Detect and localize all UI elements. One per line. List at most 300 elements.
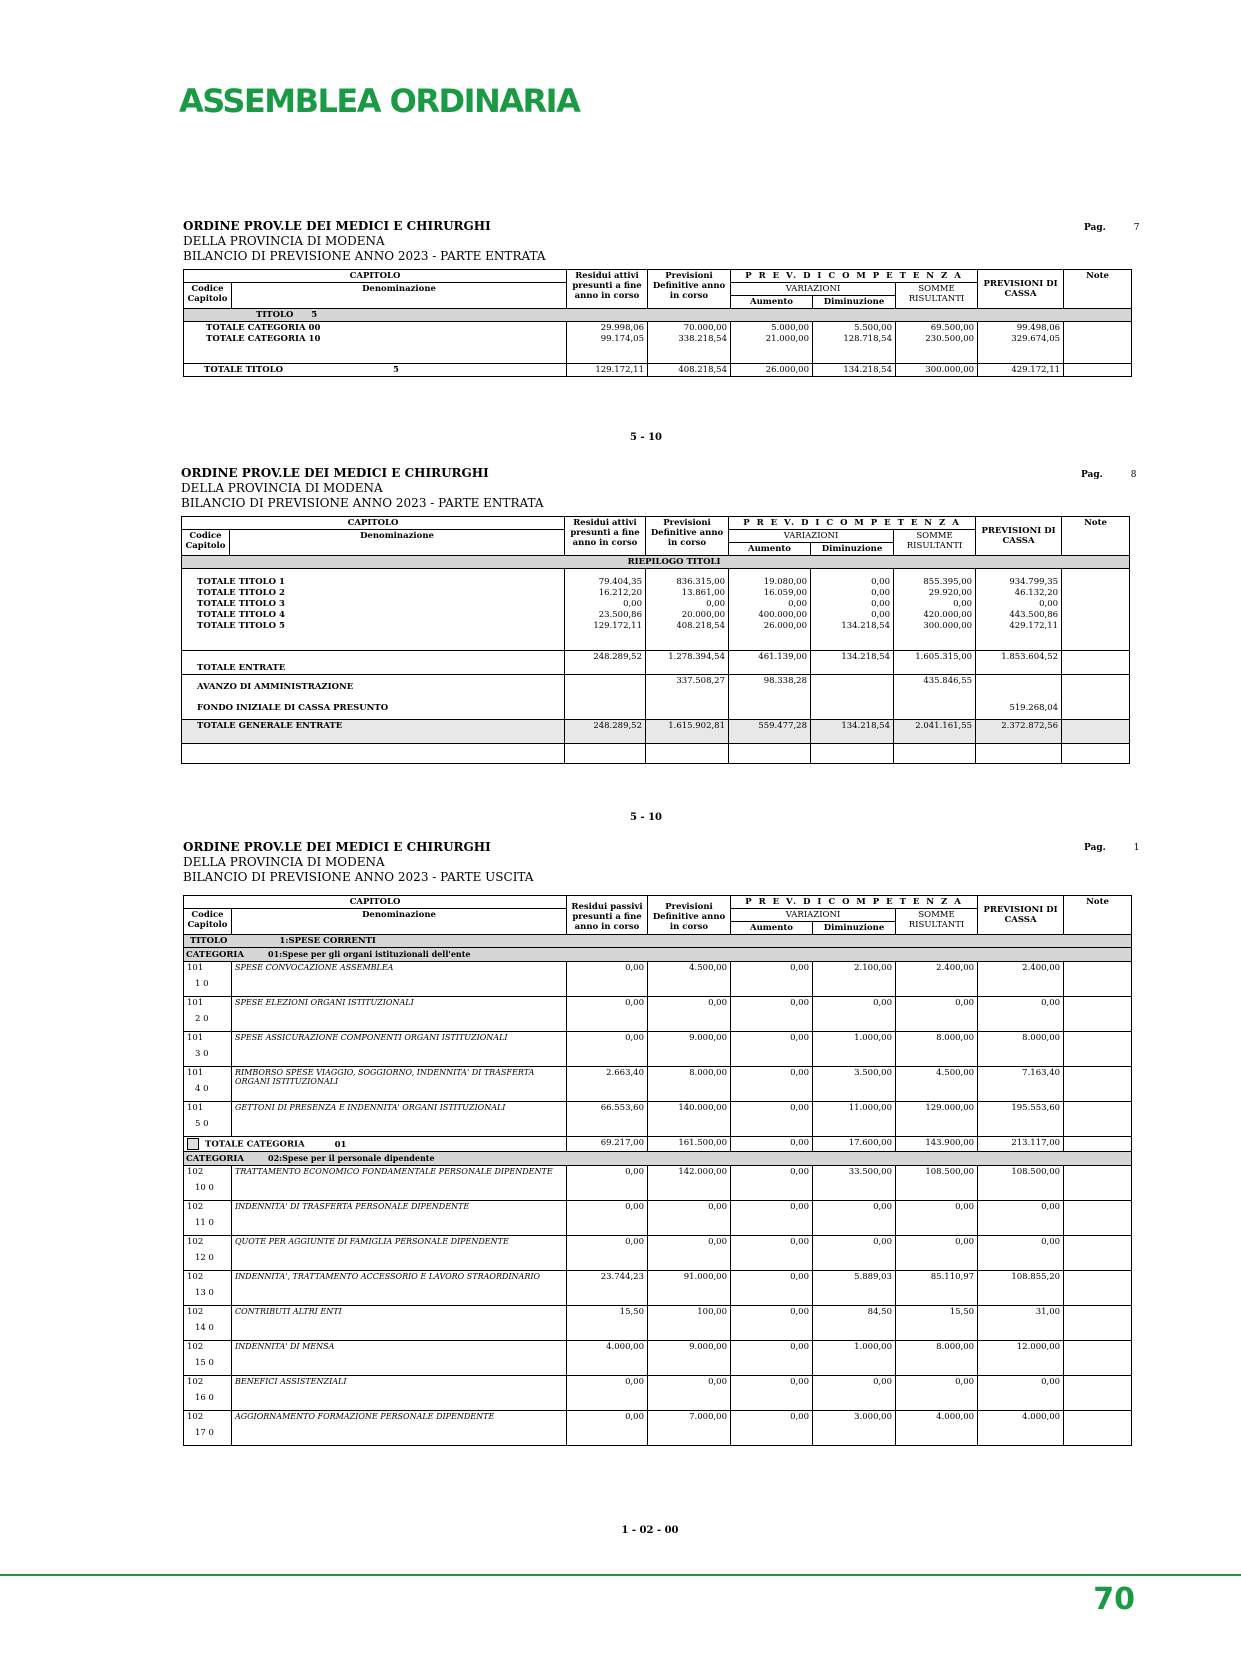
- cell: 0,00: [813, 997, 896, 1032]
- cell: 8.000,00: [896, 1032, 978, 1067]
- cap-code: [184, 1376, 232, 1411]
- page-ref: [1084, 843, 1140, 853]
- total-num: 01: [334, 1139, 347, 1150]
- capitolo-header: CAPITOLO: [184, 896, 567, 909]
- cell: 69.500,00: [930, 323, 975, 333]
- cell: 0,00: [813, 1376, 896, 1411]
- cap-sub: 10 0: [195, 1183, 214, 1193]
- province: DELLA PROVINCIA DI MODENA: [183, 855, 385, 869]
- cell: 129.172,11: [593, 621, 642, 631]
- cell: 5.000,00: [771, 323, 809, 333]
- cell: 69.217,00: [567, 1137, 648, 1152]
- codice-header: [184, 283, 232, 309]
- cap-sub: 5 0: [195, 1119, 209, 1129]
- footer-rule: [0, 1574, 1241, 1576]
- cell: 0,00: [896, 1236, 978, 1271]
- riepilogo-titoli-table: [181, 516, 1130, 764]
- cap-desc: SPESE ASSICURAZIONE COMPONENTI ORGANI ISTITUZIONALI: [232, 1032, 567, 1067]
- cell: 142.000,00: [648, 1166, 731, 1201]
- cell: 134.218,54: [811, 651, 894, 675]
- variazioni-header: VARIAZIONI: [731, 283, 896, 296]
- page-ref: [1084, 223, 1140, 233]
- cap-code: [184, 1341, 232, 1376]
- cell: 0,00: [567, 997, 648, 1032]
- cell: 1.278.394,54: [646, 651, 729, 675]
- section-code: 1 - 02 - 00: [621, 1525, 679, 1536]
- cell: 0,00: [567, 1236, 648, 1271]
- cell: 0,00: [567, 1411, 648, 1446]
- titolo-num: 5: [311, 310, 318, 320]
- cell: 0,00: [731, 1137, 813, 1152]
- cap-sub: 15 0: [195, 1358, 214, 1368]
- cell: 1.615.902,81: [646, 720, 729, 744]
- section1-header: [183, 219, 546, 264]
- cell: 5.500,00: [854, 323, 892, 333]
- cell: 0,00: [731, 1067, 813, 1102]
- cell: 108.500,00: [896, 1166, 978, 1201]
- cell: 0,00: [567, 1376, 648, 1411]
- table-row: [184, 1201, 1132, 1236]
- section-code: 5 - 10: [630, 812, 662, 823]
- aumento-header: Aumento: [731, 296, 813, 309]
- cell: 0,00: [871, 588, 890, 598]
- cap-sub: 16 0: [195, 1393, 214, 1403]
- cell: 143.900,00: [896, 1137, 978, 1152]
- totale-entrate-row: [182, 651, 1130, 675]
- cell: 408.218,54: [676, 621, 725, 631]
- capitolo-header: CAPITOLO: [182, 517, 565, 530]
- cell: 0,00: [978, 1376, 1064, 1411]
- cap-sub: 11 0: [195, 1218, 214, 1228]
- cell: 1.605.315,00: [894, 651, 976, 675]
- totale-titolo-row: [184, 364, 1132, 377]
- cell: 15,50: [896, 1306, 978, 1341]
- cell: 0,00: [567, 962, 648, 997]
- prev-comp-header: P R E V. D I C O M P E T E N Z A: [731, 896, 978, 909]
- cap-sub: 12 0: [195, 1253, 214, 1263]
- denominazione-header: Denominazione: [230, 530, 565, 556]
- note-header: Note: [1064, 270, 1132, 309]
- cell: 0,00: [648, 997, 731, 1032]
- cap-desc: CONTRIBUTI ALTRI ENTI: [232, 1306, 567, 1341]
- page-number: 70: [1093, 1582, 1135, 1617]
- cap-desc: INDENNITA' DI TRASFERTA PERSONALE DIPENDENTE: [232, 1201, 567, 1236]
- note-cell: [1064, 1306, 1132, 1341]
- aumento-header: Aumento: [731, 922, 813, 935]
- cap-sub: 2 0: [195, 1014, 209, 1024]
- diminuzione-header: Diminuzione: [813, 922, 896, 935]
- cell: 0,00: [1039, 599, 1059, 609]
- cap-code: [184, 1236, 232, 1271]
- denominazione-header: Denominazione: [232, 909, 567, 935]
- cell: 0,00: [731, 1032, 813, 1067]
- cell: 16.212,20: [598, 588, 642, 598]
- cell: 1.000,00: [813, 1341, 896, 1376]
- codice-label: Codice: [189, 531, 222, 541]
- cell: 0,00: [731, 962, 813, 997]
- cap-num: 101: [187, 1068, 204, 1078]
- cap-desc: QUOTE PER AGGIUNTE DI FAMIGLIA PERSONALE DIPENDENTE: [232, 1236, 567, 1271]
- cell: 855.395,00: [923, 577, 973, 587]
- province: DELLA PROVINCIA DI MODENA: [183, 234, 385, 248]
- cell: 129.000,00: [896, 1102, 978, 1137]
- table-row: [184, 1306, 1132, 1341]
- budget-title: BILANCIO DI PREVISIONE ANNO 2023 - PARTE USCITA: [183, 870, 534, 884]
- cell: 23.500,86: [598, 610, 642, 620]
- prev-def-header: Previsioni Definitive anno in corso: [646, 517, 729, 556]
- cell: 213.117,00: [978, 1137, 1064, 1152]
- cell: 0,00: [731, 1376, 813, 1411]
- cell: 134.218,54: [813, 364, 896, 377]
- cell: 5.889,03: [813, 1271, 896, 1306]
- cell: 8.000,00: [978, 1032, 1064, 1067]
- cell: 20.000,00: [681, 610, 725, 620]
- pag-num: 7: [1133, 223, 1140, 233]
- cell: 7.163,40: [978, 1067, 1064, 1102]
- titolo-label: TITOLO: [190, 936, 228, 946]
- note-cell: [1064, 1067, 1132, 1102]
- cell: 8.000,00: [648, 1067, 731, 1102]
- cell: 443.500,86: [1009, 610, 1059, 620]
- cap-sub: 3 0: [195, 1049, 209, 1059]
- cell: 0,00: [567, 1166, 648, 1201]
- cell: 66.553,60: [567, 1102, 648, 1137]
- cell: 4.500,00: [648, 962, 731, 997]
- table-row: [184, 997, 1132, 1032]
- cap-num: 102: [187, 1237, 204, 1247]
- titolo-band: [184, 935, 1132, 948]
- cell: 0,00: [788, 599, 807, 609]
- cell: 9.000,00: [648, 1341, 731, 1376]
- variazioni-header: VARIAZIONI: [731, 909, 896, 922]
- cell: 408.218,54: [648, 364, 731, 377]
- codice-header: [182, 530, 230, 556]
- cell: 26.000,00: [731, 364, 813, 377]
- cell: 4.500,00: [896, 1067, 978, 1102]
- cell: 1.853.604,52: [976, 651, 1062, 675]
- prev-comp-header: P R E V. D I C O M P E T E N Z A: [731, 270, 978, 283]
- table-row: [184, 1271, 1132, 1306]
- cap-num: 102: [187, 1272, 204, 1282]
- cap-code: [184, 1306, 232, 1341]
- cell: 2.041.161,55: [894, 720, 976, 744]
- denominazione-header: Denominazione: [232, 283, 567, 309]
- cell: 7.000,00: [648, 1411, 731, 1446]
- cell: 23.744,23: [567, 1271, 648, 1306]
- diminuzione-header: Diminuzione: [811, 543, 894, 556]
- categoria-rows: [184, 322, 1132, 364]
- cell: 99.498,06: [1016, 323, 1061, 333]
- note-cell: [1064, 1201, 1132, 1236]
- somme-header: SOMME RISULTANTI: [894, 530, 976, 556]
- totale-generale-row: [182, 720, 1130, 744]
- total-label: TOTALE CATEGORIA: [205, 1139, 305, 1150]
- cell: 85.110,97: [896, 1271, 978, 1306]
- table-row: [184, 1067, 1132, 1102]
- cell: 0,00: [567, 1032, 648, 1067]
- cap-num: 101: [187, 1033, 204, 1043]
- aumento-header: Aumento: [729, 543, 811, 556]
- table-row: [184, 962, 1132, 997]
- cell: 0,00: [896, 1201, 978, 1236]
- cap-num: 102: [187, 1377, 204, 1387]
- prev-cassa-header: PREVISIONI DI CASSA: [978, 896, 1064, 935]
- cell: 70.000,00: [683, 323, 727, 333]
- capitolo-label: Capitolo: [187, 294, 228, 304]
- row-label: TOTALE ENTRATE: [182, 651, 565, 675]
- cap-code: [184, 1166, 232, 1201]
- empty-row: [182, 744, 1130, 764]
- cell: 12.000,00: [978, 1341, 1064, 1376]
- entrata-titolo-table: [183, 269, 1132, 377]
- cap-num: 102: [187, 1307, 204, 1317]
- cell: 559.477,28: [729, 720, 811, 744]
- riepilogo-band: [182, 556, 1130, 569]
- cell: 19.080,00: [763, 577, 807, 587]
- categoria-band: [184, 948, 1132, 962]
- cell: 11.000,00: [813, 1102, 896, 1137]
- cell: 0,00: [731, 1102, 813, 1137]
- cell: 0,00: [813, 1201, 896, 1236]
- cell: 29.920,00: [928, 588, 973, 598]
- cell: 2.400,00: [978, 962, 1064, 997]
- cell: 230.500,00: [925, 334, 975, 344]
- cell: 0,00: [648, 1236, 731, 1271]
- row-label: TOTALE TITOLO 5: [197, 621, 285, 631]
- cap-desc: BENEFICI ASSISTENZIALI: [232, 1376, 567, 1411]
- cap-desc: SPESE ELEZIONI ORGANI ISTITUZIONALI: [232, 997, 567, 1032]
- row-label: TOTALE TITOLO 1: [197, 577, 285, 587]
- cell: 0,00: [871, 610, 890, 620]
- pag-num: 1: [1133, 843, 1140, 853]
- org-name: ORDINE PROV.LE DEI MEDICI E CHIRURGHI: [181, 466, 489, 480]
- cell: 100,00: [648, 1306, 731, 1341]
- cap-code: [184, 1411, 232, 1446]
- categoria-band: [184, 1152, 1132, 1166]
- cell: 1.000,00: [813, 1032, 896, 1067]
- cell: 15,50: [567, 1306, 648, 1341]
- cell: 161.500,00: [648, 1137, 731, 1152]
- cell: 2.100,00: [813, 962, 896, 997]
- cell: 0,00: [731, 1411, 813, 1446]
- cell: 31,00: [978, 1306, 1064, 1341]
- categoria-label: CATEGORIA: [186, 1154, 244, 1164]
- somme-header: SOMME RISULTANTI: [896, 283, 978, 309]
- note-cell: [1064, 997, 1132, 1032]
- cap-num: 102: [187, 1202, 204, 1212]
- table-row: [184, 1411, 1132, 1446]
- cell: 248.289,52: [565, 720, 646, 744]
- cell: 17.600,00: [813, 1137, 896, 1152]
- cell: 934.799,35: [1009, 577, 1059, 587]
- note-header: Note: [1062, 517, 1130, 556]
- cell: 300.000,00: [896, 364, 978, 377]
- row-label: TOTALE TITOLO 3: [197, 599, 285, 609]
- cell: 79.404,35: [598, 577, 642, 587]
- table-row: [184, 1166, 1132, 1201]
- total-label: TOTALE TITOLO: [204, 365, 284, 375]
- row-label: AVANZO DI AMMINISTRAZIONE: [197, 682, 354, 692]
- checkbox[interactable]: [187, 1138, 199, 1150]
- cell: 98.338,28: [729, 675, 811, 720]
- variazioni-header: VARIAZIONI: [729, 530, 894, 543]
- cap-sub: 4 0: [195, 1084, 209, 1094]
- cell: 84,50: [813, 1306, 896, 1341]
- cell: 429.172,11: [1009, 621, 1059, 631]
- cell: 0,00: [896, 997, 978, 1032]
- cap-code: [184, 1032, 232, 1067]
- titoli-rows: [182, 569, 1130, 651]
- row-label: TOTALE CATEGORIA 00: [206, 323, 321, 333]
- cell: 0,00: [648, 1201, 731, 1236]
- cell: 33.500,00: [813, 1166, 896, 1201]
- cell: 2.400,00: [896, 962, 978, 997]
- cell: 13.861,00: [681, 588, 725, 598]
- note-cell: [1064, 1376, 1132, 1411]
- cell: 128.718,54: [843, 334, 892, 344]
- cap-desc: RIMBORSO SPESE VIAGGIO, SOGGIORNO, INDENNITA' DI TRASFERTA ORGANI ISTITUZIONALI: [232, 1067, 567, 1102]
- note-cell: [1064, 1102, 1132, 1137]
- cell: 338.218,54: [678, 334, 727, 344]
- prev-def-header: Previsioni Definitive anno in corso: [648, 270, 731, 309]
- total-num: 5: [393, 365, 399, 375]
- cap-sub: 17 0: [195, 1428, 214, 1438]
- prev-comp-header: P R E V. D I C O M P E T E N Z A: [729, 517, 976, 530]
- cap-desc: INDENNITA' DI MENSA: [232, 1341, 567, 1376]
- cell: 0,00: [731, 1341, 813, 1376]
- cell: 4.000,00: [896, 1411, 978, 1446]
- budget-title: BILANCIO DI PREVISIONE ANNO 2023 - PARTE ENTRATA: [181, 496, 544, 510]
- cap-desc: INDENNITA', TRATTAMENTO ACCESSORIO E LAVORO STRAORDINARIO: [232, 1271, 567, 1306]
- cap-num: 101: [187, 1103, 204, 1113]
- titolo-desc: 1:SPESE CORRENTI: [279, 936, 376, 946]
- pag-num: 8: [1130, 470, 1137, 480]
- cell: 0,00: [648, 1376, 731, 1411]
- cell: 0,00: [731, 1201, 813, 1236]
- cell: 9.000,00: [648, 1032, 731, 1067]
- capitolo-label: Capitolo: [185, 541, 226, 551]
- cell: 0,00: [978, 1236, 1064, 1271]
- cap-desc: TRATTAMENTO ECONOMICO FONDAMENTALE PERSONALE DIPENDENTE: [232, 1166, 567, 1201]
- note-cell: [1064, 1411, 1132, 1446]
- cell: 429.172,11: [978, 364, 1064, 377]
- cell: 3.500,00: [813, 1067, 896, 1102]
- table-row: [184, 1236, 1132, 1271]
- cell: 2.372.872,56: [976, 720, 1062, 744]
- totale-categoria-row: [184, 1137, 1132, 1152]
- row-label: TOTALE TITOLO 4: [197, 610, 285, 620]
- prev-def-header: Previsioni Definitive anno in corso: [648, 896, 731, 935]
- section2-header: [181, 466, 544, 511]
- cell: 3.000,00: [813, 1411, 896, 1446]
- table-row: [184, 1032, 1132, 1067]
- capitolo-header: CAPITOLO: [184, 270, 567, 283]
- residui-header: Residui attivi presunti a fine anno in corso: [567, 270, 648, 309]
- cell: 0,00: [731, 1166, 813, 1201]
- cell: 134.218,54: [811, 720, 894, 744]
- cell: 329.674,05: [1011, 334, 1061, 344]
- cap-num: 102: [187, 1167, 204, 1177]
- cell: 0,00: [871, 577, 890, 587]
- note-cell: [1064, 962, 1132, 997]
- cap-sub: 14 0: [195, 1323, 214, 1333]
- cell: 108.855,20: [978, 1271, 1064, 1306]
- note-cell: [1064, 1341, 1132, 1376]
- diminuzione-header: Diminuzione: [813, 296, 896, 309]
- cap-code: [184, 1201, 232, 1236]
- row-label: TOTALE GENERALE ENTRATE: [182, 720, 565, 744]
- cap-sub: 13 0: [195, 1288, 214, 1298]
- cell: 134.218,54: [841, 621, 890, 631]
- categoria-label: CATEGORIA: [186, 950, 244, 960]
- cell: 248.289,52: [565, 651, 646, 675]
- row-label: TOTALE CATEGORIA 10: [206, 334, 321, 344]
- cell: 836.315,00: [676, 577, 725, 587]
- cap-num: 102: [187, 1412, 204, 1422]
- pag-label: Pag.: [1084, 843, 1106, 853]
- row-label: FONDO INIZIALE DI CASSA PRESUNTO: [197, 703, 389, 713]
- residui-header: Residui attivi presunti a fine anno in corso: [565, 517, 646, 556]
- pag-label: Pag.: [1084, 223, 1106, 233]
- avanzo-fondo-row: [182, 675, 1130, 720]
- cap-desc: GETTONI DI PRESENZA E INDENNITA' ORGANI ISTITUZIONALI: [232, 1102, 567, 1137]
- cap-code: [184, 962, 232, 997]
- cell: 29.998,06: [600, 323, 644, 333]
- cell: 8.000,00: [896, 1341, 978, 1376]
- cap-desc: SPESE CONVOCAZIONE ASSEMBLEA: [232, 962, 567, 997]
- province: DELLA PROVINCIA DI MODENA: [181, 481, 383, 495]
- cap-code: [184, 1271, 232, 1306]
- cell: 0,00: [623, 599, 642, 609]
- codice-header: [184, 909, 232, 935]
- cell: 400.000,00: [758, 610, 807, 620]
- prev-cassa-header: PREVISIONI DI CASSA: [976, 517, 1062, 556]
- cell: 140.000,00: [648, 1102, 731, 1137]
- codice-label: Codice: [191, 284, 224, 294]
- cell: 91.000,00: [648, 1271, 731, 1306]
- cap-code: [184, 997, 232, 1032]
- capitolo-label: Capitolo: [187, 920, 228, 930]
- cell: 0,00: [731, 1236, 813, 1271]
- cell: 21.000,00: [765, 334, 809, 344]
- codice-label: Codice: [191, 910, 224, 920]
- cell: 420.000,00: [923, 610, 973, 620]
- categoria-desc: 02:Spese per il personale dipendente: [268, 1153, 435, 1163]
- cell: 435.846,55: [894, 675, 976, 720]
- cell: 4.000,00: [978, 1411, 1064, 1446]
- cell: 0,00: [978, 1201, 1064, 1236]
- cap-code: [184, 1067, 232, 1102]
- cell: 26.000,00: [763, 621, 807, 631]
- cell: 0,00: [731, 1306, 813, 1341]
- cap-code: [184, 1102, 232, 1137]
- categoria-desc: 01:Spese per gli organi istituzionali dell'ente: [268, 949, 471, 959]
- note-cell: [1064, 1032, 1132, 1067]
- cell: 0,00: [871, 599, 890, 609]
- cell: 0,00: [731, 997, 813, 1032]
- cell: 46.132,20: [1014, 588, 1059, 598]
- table-row: [184, 1102, 1132, 1137]
- cell: 195.553,60: [978, 1102, 1064, 1137]
- org-name: ORDINE PROV.LE DEI MEDICI E CHIRURGHI: [183, 219, 491, 233]
- uscita-table: [183, 895, 1132, 1446]
- cell: 0,00: [953, 599, 973, 609]
- note-header: Note: [1064, 896, 1132, 935]
- cell: 2.663,40: [567, 1067, 648, 1102]
- row-label: TOTALE TITOLO 2: [197, 588, 285, 598]
- cell: 0,00: [813, 1236, 896, 1271]
- note-cell: [1064, 1166, 1132, 1201]
